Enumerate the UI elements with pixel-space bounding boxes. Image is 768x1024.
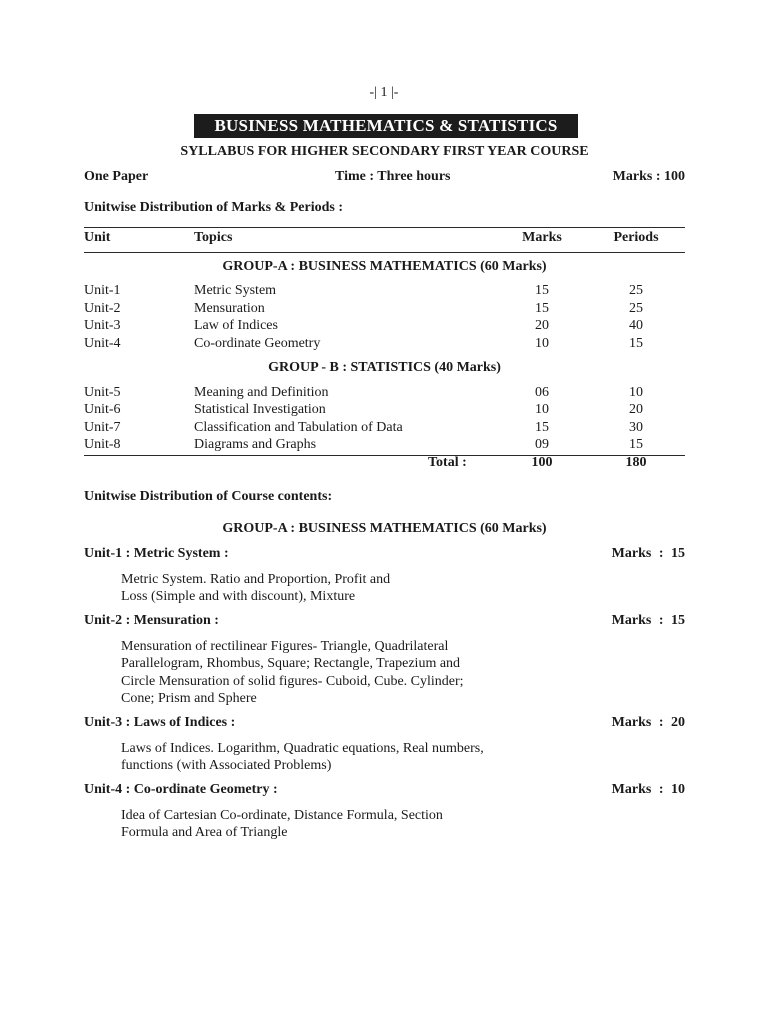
table-row <box>84 437 685 454</box>
exam-time: Time : Three hours <box>335 169 451 184</box>
row-topic: Mensuration <box>194 300 265 316</box>
row-topic: Statistical Investigation <box>194 402 326 417</box>
total-label: Total : <box>428 454 467 470</box>
unit-2-marks: Marks : 15 <box>611 613 685 628</box>
total-marks: Marks : 100 <box>612 169 685 184</box>
total-periods-value: 180 <box>625 454 647 470</box>
row-marks: 20 <box>535 318 549 333</box>
description-line: Loss (Simple and with discount), Mixture <box>121 589 356 605</box>
unit-3-marks: Marks : 20 <box>611 715 685 730</box>
row-unit: Unit-5 <box>84 385 121 400</box>
table-row <box>84 283 685 300</box>
row-periods: 15 <box>629 335 643 351</box>
table-row <box>84 385 685 402</box>
row-unit: Unit-3 <box>84 318 121 333</box>
row-topic: Co-ordinate Geometry <box>194 335 321 351</box>
document-title: BUSINESS MATHEMATICS & STATISTICS <box>194 114 578 138</box>
row-marks: 10 <box>535 402 549 417</box>
unit-3-description <box>121 740 485 775</box>
description-line: Cone; Prism and Sphere <box>121 690 257 706</box>
row-periods: 10 <box>629 385 643 400</box>
description-line: Metric System. Ratio and Proportion, Profit and <box>121 572 391 587</box>
row-periods: 30 <box>629 419 643 435</box>
row-marks: 15 <box>535 283 549 298</box>
contents-heading: Unitwise Distribution of Course contents: <box>84 489 333 504</box>
table-row <box>84 336 685 353</box>
row-unit: Unit-7 <box>84 419 121 435</box>
unit-4-description <box>121 807 485 842</box>
unit-2-description <box>121 638 485 707</box>
row-topic: Diagrams and Graphs <box>194 437 317 452</box>
table-top-rule <box>84 227 685 228</box>
row-periods: 20 <box>629 402 643 417</box>
paper-count: One Paper <box>84 169 149 184</box>
header-topics: Topics <box>194 230 233 245</box>
unit-2-title: Unit-2 : Mensuration : <box>84 613 219 628</box>
table-row <box>84 402 685 419</box>
table-total-row <box>84 455 685 472</box>
description-line: Idea of Cartesian Co-ordinate, Distance Formula, Section <box>121 808 443 823</box>
header-periods: Periods <box>613 230 659 245</box>
description-line: Mensuration of rectilinear Figures- Triangle, Quadrilateral <box>121 639 449 654</box>
header-unit: Unit <box>84 230 111 245</box>
group-b-label: GROUP - B : STATISTICS (40 Marks) <box>268 360 501 375</box>
row-marks: 06 <box>535 385 549 400</box>
unit-3-title: Unit-3 : Laws of Indices : <box>84 715 236 730</box>
row-unit: Unit-6 <box>84 402 121 417</box>
row-unit: Unit-2 <box>84 300 121 316</box>
table-row <box>84 318 685 335</box>
unit-1-marks: Marks : 15 <box>611 546 685 561</box>
row-marks: 09 <box>535 437 549 452</box>
row-unit: Unit-8 <box>84 437 121 452</box>
row-marks: 15 <box>535 419 549 435</box>
unit-4-marks: Marks : 10 <box>611 782 685 797</box>
row-unit: Unit-4 <box>84 335 121 351</box>
row-topic: Metric System <box>194 283 277 298</box>
row-topic: Law of Indices <box>194 318 278 333</box>
total-marks-value: 100 <box>531 454 553 470</box>
row-marks: 10 <box>535 335 549 351</box>
row-topic: Classification and Tabulation of Data <box>194 419 403 435</box>
document-subtitle: SYLLABUS FOR HIGHER SECONDARY FIRST YEAR COURSE <box>180 144 589 159</box>
contents-group-a-label: GROUP-A : BUSINESS MATHEMATICS (60 Marks) <box>222 521 547 536</box>
description-line: Laws of Indices. Logarithm, Quadratic equations, Real numbers, <box>121 741 484 756</box>
header-marks: Marks <box>522 230 562 245</box>
table-row <box>84 301 685 318</box>
description-line: Formula and Area of Triangle <box>121 825 288 841</box>
table-row <box>84 420 685 437</box>
page-number: -| 1 |- <box>369 85 399 100</box>
unit-1-title: Unit-1 : Metric System : <box>84 546 229 561</box>
row-periods: 25 <box>629 283 643 298</box>
description-line: Circle Mensuration of solid figures- Cuboid, Cube. Cylinder; <box>121 673 464 689</box>
unit-1-description <box>121 571 485 606</box>
distribution-heading: Unitwise Distribution of Marks & Periods : <box>84 200 343 215</box>
description-line: functions (with Associated Problems) <box>121 758 332 774</box>
group-a-label: GROUP-A : BUSINESS MATHEMATICS (60 Marks) <box>222 259 547 274</box>
row-periods: 40 <box>629 318 643 333</box>
description-line: Parallelogram, Rhombus, Square; Rectangle, Trapezium and <box>121 656 461 672</box>
row-periods: 15 <box>629 437 643 452</box>
row-unit: Unit-1 <box>84 283 121 298</box>
table-header-row <box>84 230 685 247</box>
row-periods: 25 <box>629 300 643 316</box>
row-marks: 15 <box>535 300 549 316</box>
unit-4-title: Unit-4 : Co-ordinate Geometry : <box>84 782 278 797</box>
table-header-rule <box>84 252 685 253</box>
row-topic: Meaning and Definition <box>194 385 329 400</box>
